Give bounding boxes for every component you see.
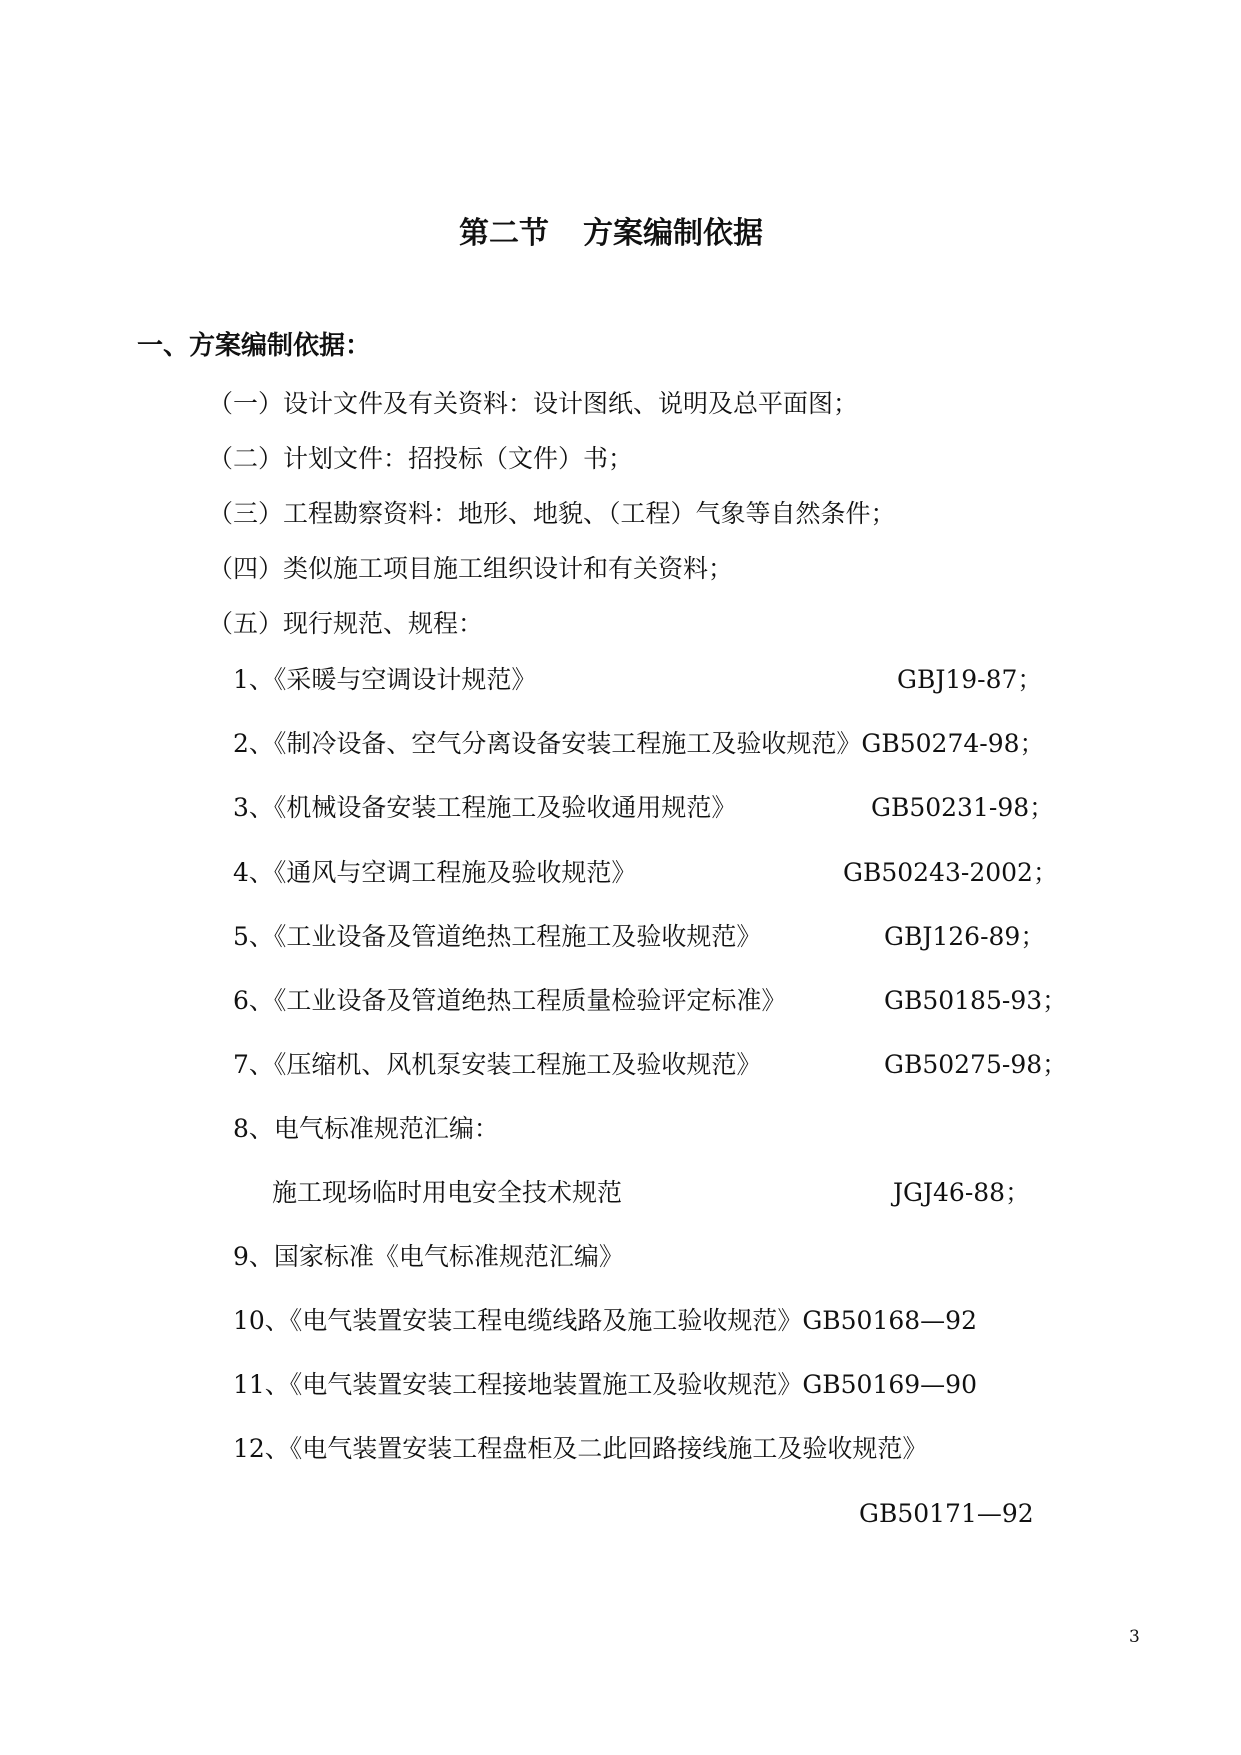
title-section: 第二节 xyxy=(459,216,549,251)
sub-item-2: （二）计划文件：招投标（文件）书； xyxy=(208,444,634,473)
list-item: 10、《电气装置安装工程电缆线路及施工验收规范》GB50168—92 xyxy=(233,1306,977,1335)
standard-code: GB50185-93； xyxy=(884,986,1068,1015)
list-item: 9、国家标准《电气标准规范汇编》 xyxy=(233,1242,624,1271)
page-number: 3 xyxy=(1129,1627,1140,1647)
list-item: 4、《通风与空调工程施及验收规范》 xyxy=(233,858,637,887)
standard-code: GB50275-98； xyxy=(884,1050,1068,1079)
standard-code: GB50243-2002； xyxy=(843,858,1058,887)
standard-code: GBJ19-87； xyxy=(897,665,1043,694)
sub-item-5: （五）现行规范、规程： xyxy=(208,609,484,638)
list-item: 3、《机械设备安装工程施工及验收通用规范》 xyxy=(233,793,737,822)
list-item: 5、《工业设备及管道绝热工程施工及验收规范》 xyxy=(233,922,762,951)
title-text: 方案编制依据 xyxy=(583,216,763,251)
sub-item-4: （四）类似施工项目施工组织设计和有关资料； xyxy=(208,554,734,583)
list-item: 6、《工业设备及管道绝热工程质量检验评定标准》 xyxy=(233,986,787,1015)
standard-code: GBJ126-89； xyxy=(884,922,1046,951)
list-item: 7、《压缩机、风机泵安装工程施工及验收规范》 xyxy=(233,1050,762,1079)
standard-code: JGJ46-88； xyxy=(893,1178,1031,1207)
sub-item-1: （一）设计文件及有关资料：设计图纸、说明及总平面图； xyxy=(208,389,859,418)
standard-code: GB50231-98； xyxy=(871,793,1055,822)
list-item: 施工现场临时用电安全技术规范 xyxy=(272,1178,623,1207)
sub-item-3: （三）工程勘察资料：地形、地貌、（工程）气象等自然条件； xyxy=(208,499,896,528)
list-item: 2、《制冷设备、空气分离设备安装工程施工及验收规范》GB50274-98； xyxy=(233,729,1045,758)
page-title xyxy=(459,214,763,254)
list-item: 8、电气标准规范汇编： xyxy=(233,1114,499,1143)
section-heading: 一、方案编制依据： xyxy=(137,331,372,361)
list-item: 12、《电气装置安装工程盘柜及二此回路接线施工及验收规范》 xyxy=(233,1434,928,1463)
standard-code: GB50171—92 xyxy=(859,1499,1034,1528)
list-item: 1、《采暖与空调设计规范》 xyxy=(233,665,537,694)
list-item: 11、《电气装置安装工程接地装置施工及验收规范》GB50169—90 xyxy=(233,1370,977,1399)
